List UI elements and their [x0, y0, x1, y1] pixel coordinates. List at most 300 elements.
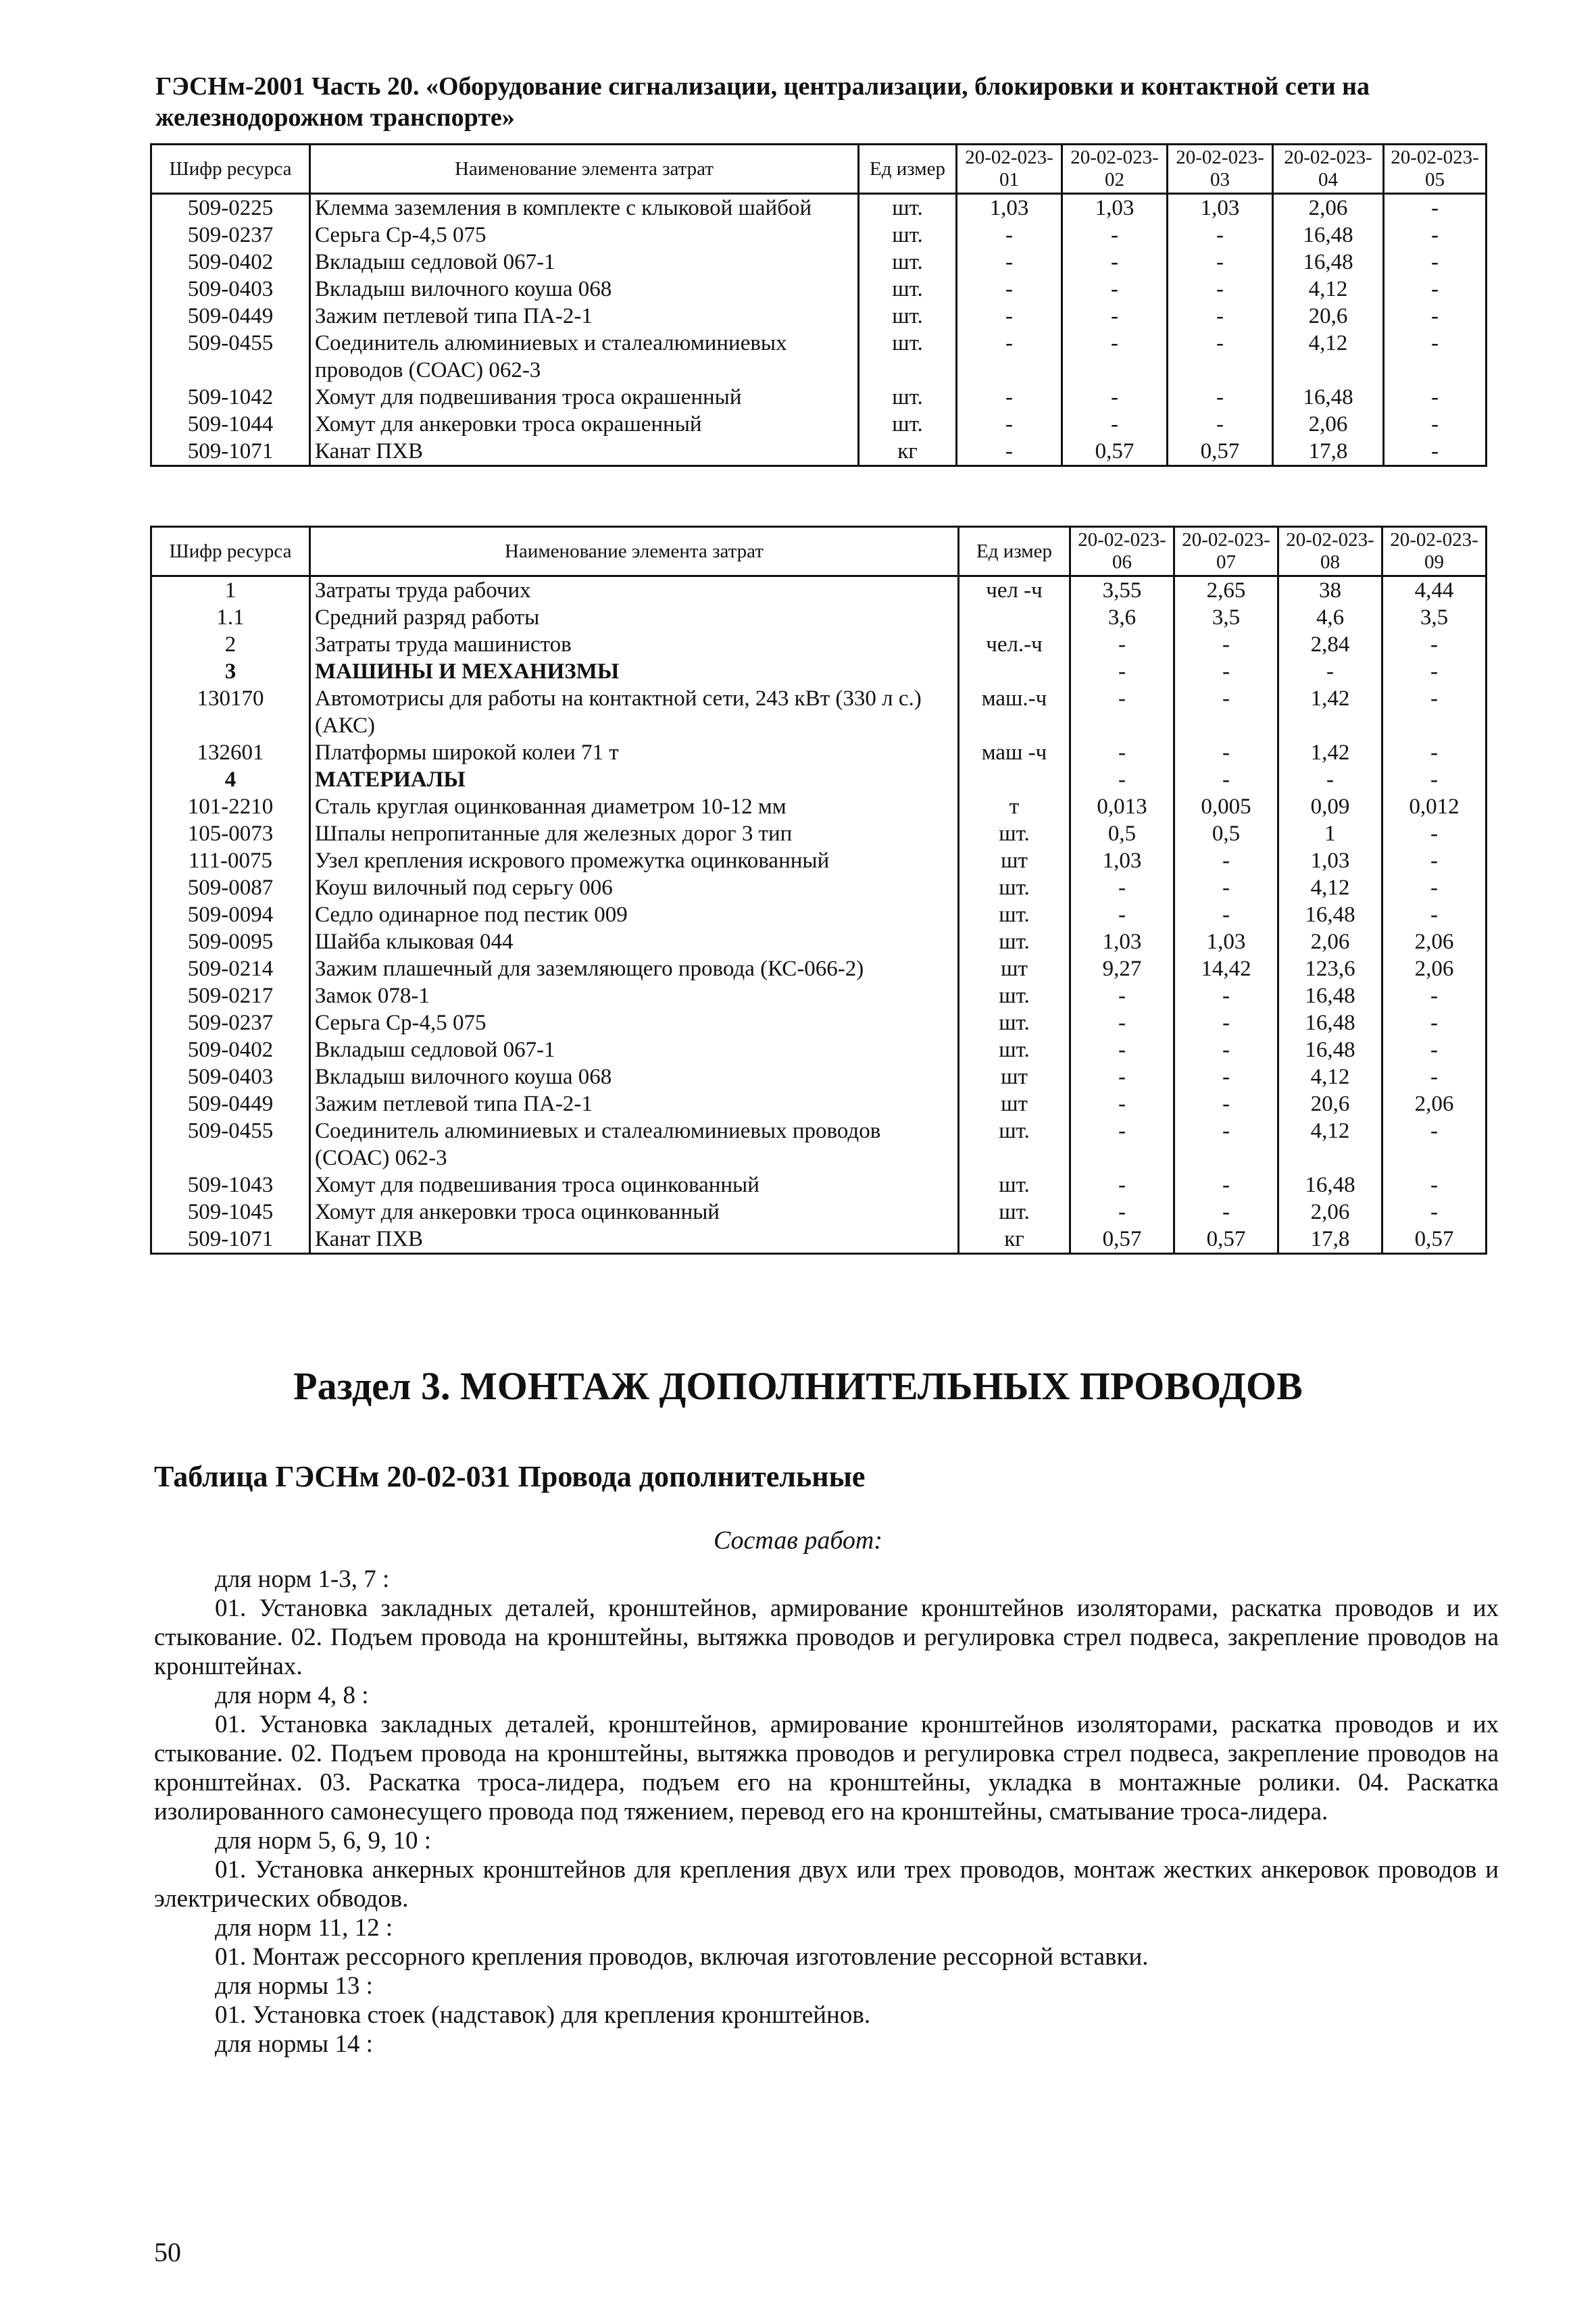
unit-cell: шт. [859, 411, 957, 438]
norm-value: - [957, 249, 1062, 276]
resource-code: 509-0449 [151, 1090, 310, 1117]
page-header: ГЭСНм-2001 Часть 20. «Оборудование сигнализации, централизации, блокировки и контактной сети на железнодорожном транспорте» [155, 72, 1370, 132]
norm-value: 16,48 [1278, 1172, 1382, 1199]
resource-code: 132601 [151, 739, 310, 766]
table-row [151, 766, 1487, 793]
norm-value: 9,27 [1070, 955, 1174, 982]
norm-value: 20,6 [1278, 1090, 1382, 1117]
norm-value: 0,013 [1070, 793, 1174, 820]
work-norm-label: для нормы 13 : [215, 1972, 373, 2000]
norm-value: 0,57 [1174, 1226, 1278, 1254]
resource-code: 509-1044 [151, 411, 310, 438]
norm-value: 0,57 [1070, 1226, 1174, 1254]
norm-value: - [1070, 739, 1174, 766]
norm-value: - [1382, 847, 1487, 874]
norm-value: 20,6 [1273, 303, 1384, 330]
resource-code: 509-0402 [151, 249, 310, 276]
norm-value: 0,57 [1062, 438, 1168, 466]
norm-value: 4,12 [1273, 276, 1384, 303]
norm-value: - [1070, 874, 1174, 901]
norm-value: 3,5 [1174, 604, 1278, 631]
unit-cell: шт [959, 1063, 1070, 1090]
resource-name: МАТЕРИАЛЫ [310, 766, 959, 793]
norm-value: - [1382, 1063, 1487, 1090]
norm-value: - [1174, 766, 1278, 793]
norm-value: - [1070, 901, 1174, 928]
table-row [151, 1226, 1487, 1254]
table-row [151, 955, 1487, 982]
unit-cell: шт. [859, 222, 957, 249]
work-norm-label: для нормы 14 : [215, 2030, 373, 2058]
unit-cell: шт. [959, 982, 1070, 1009]
table-row [151, 874, 1487, 901]
norm-value: - [1070, 766, 1174, 793]
norm-value: 16,48 [1273, 222, 1384, 249]
norm-value: - [1174, 1009, 1278, 1036]
unit-cell: шт. [959, 1172, 1070, 1199]
table-row [151, 1009, 1487, 1036]
norm-value: - [1174, 874, 1278, 901]
unit-cell: маш -ч [959, 739, 1070, 766]
norm-value: 1,42 [1278, 685, 1382, 739]
table-row [151, 249, 1487, 276]
norm-value: - [1382, 739, 1487, 766]
norm-value: - [1070, 631, 1174, 658]
norm-value: - [1168, 330, 1273, 384]
norm-value: - [1174, 1090, 1278, 1117]
norm-value: - [957, 303, 1062, 330]
norm-value: 3,5 [1382, 604, 1487, 631]
norm-value: - [1168, 276, 1273, 303]
table-row [151, 222, 1487, 249]
column-header: 20-02-023-05 [1384, 145, 1487, 194]
norm-value: 1 [1278, 820, 1382, 847]
unit-cell: шт. [959, 820, 1070, 847]
resource-name: Серьга Ср-4,5 075 [310, 1009, 959, 1036]
resource-code: 509-0455 [151, 330, 310, 384]
norm-value: 1,03 [1070, 928, 1174, 955]
norm-value: - [1382, 631, 1487, 658]
norm-value: - [1278, 766, 1382, 793]
column-header: 20-02-023-02 [1062, 145, 1168, 194]
table-row [151, 1063, 1487, 1090]
norm-value: - [1382, 982, 1487, 1009]
norm-value: 4,12 [1273, 330, 1384, 384]
resource-code: 509-0403 [151, 276, 310, 303]
norm-value: 16,48 [1278, 1036, 1382, 1063]
column-header: 20-02-023-06 [1070, 527, 1174, 576]
norm-value: - [1168, 303, 1273, 330]
column-header: 20-02-023-04 [1273, 145, 1384, 194]
table-row [151, 330, 1487, 384]
resource-name: Седло одинарное под пестик 009 [310, 901, 959, 928]
unit-cell: шт. [859, 303, 957, 330]
norm-value: 38 [1278, 576, 1382, 605]
norm-value: 1,03 [1168, 194, 1273, 222]
norm-value: - [1070, 658, 1174, 685]
norm-value: - [1384, 276, 1487, 303]
resource-code: 509-0449 [151, 303, 310, 330]
norm-value: - [957, 222, 1062, 249]
norm-value: - [1168, 222, 1273, 249]
column-header: Ед измер [959, 527, 1070, 576]
norm-value: - [1070, 1199, 1174, 1226]
column-header: Шифр ресурса [151, 527, 310, 576]
norm-value: - [1382, 1199, 1487, 1226]
norm-value: 123,6 [1278, 955, 1382, 982]
table-row [151, 820, 1487, 847]
work-norm-label: для норм 1-3, 7 : [215, 1565, 390, 1593]
resource-name: Хомут для подвешивания троса окрашенный [310, 384, 859, 411]
norm-value: 0,57 [1168, 438, 1273, 466]
resource-code: 1 [151, 576, 310, 605]
resource-code: 1.1 [151, 604, 310, 631]
unit-cell: чел.-ч [959, 631, 1070, 658]
resource-name: Канат ПХВ [310, 438, 859, 466]
column-header: Наименование элемента затрат [310, 145, 859, 194]
table-row [151, 604, 1487, 631]
norm-value: 1,42 [1278, 739, 1382, 766]
norm-value: - [1382, 658, 1487, 685]
norm-value: 4,12 [1278, 1117, 1382, 1172]
table-row [151, 1090, 1487, 1117]
norm-value: - [1382, 1117, 1487, 1172]
resource-name: Замок 078-1 [310, 982, 959, 1009]
norm-value: - [1062, 411, 1168, 438]
table-row [151, 1036, 1487, 1063]
norm-value: - [1070, 1009, 1174, 1036]
table-row [151, 1172, 1487, 1199]
norm-value: - [1384, 222, 1487, 249]
norm-value: - [1070, 1063, 1174, 1090]
norm-value: - [1174, 631, 1278, 658]
resource-name: Платформы широкой колеи 71 т [310, 739, 959, 766]
table-row [151, 739, 1487, 766]
norm-value: 0,012 [1382, 793, 1487, 820]
unit-cell: кг [959, 1226, 1070, 1254]
norm-value: 1,03 [1070, 847, 1174, 874]
resource-name: Зажим плашечный для заземляющего провода (КС-066-2) [310, 955, 959, 982]
table-header-row [151, 527, 1487, 576]
resource-code: 509-0237 [151, 222, 310, 249]
table-header-row [151, 145, 1487, 194]
work-norm-label: для норм 5, 6, 9, 10 : [215, 1827, 431, 1855]
norm-value: - [1382, 901, 1487, 928]
table-row [151, 685, 1487, 739]
norm-value: 2,84 [1278, 631, 1382, 658]
resource-name: Вкладыш седловой 067-1 [310, 1036, 959, 1063]
column-header: 20-02-023-03 [1168, 145, 1273, 194]
resource-code: 509-0237 [151, 1009, 310, 1036]
unit-cell: шт. [859, 194, 957, 222]
work-paragraph: 01. Установка анкерных кронштейнов для крепления двух или трех проводов, монтаж жестких анкеровок проводов и электрических обводов. [154, 1856, 1499, 1913]
resource-name: Вкладыш седловой 067-1 [310, 249, 859, 276]
unit-cell [959, 658, 1070, 685]
norm-value: 14,42 [1174, 955, 1278, 982]
table-row [151, 982, 1487, 1009]
resource-name: Вкладыш вилочного коуша 068 [310, 276, 859, 303]
norm-value: - [1384, 249, 1487, 276]
unit-cell [959, 766, 1070, 793]
norm-value: - [1062, 249, 1168, 276]
norm-value: - [957, 330, 1062, 384]
norm-value: 17,8 [1273, 438, 1384, 466]
norm-value: - [1070, 1090, 1174, 1117]
unit-cell: шт. [959, 1199, 1070, 1226]
resource-code: 509-0455 [151, 1117, 310, 1172]
norm-value: - [1062, 384, 1168, 411]
norm-value: - [1384, 303, 1487, 330]
resource-name: Канат ПХВ [310, 1226, 959, 1254]
norm-value: - [1174, 739, 1278, 766]
resource-name: Соединитель алюминиевых и сталеалюминиевых проводов (СОАС) 062-3 [310, 330, 859, 384]
norm-value: - [1384, 411, 1487, 438]
norm-value: - [1382, 874, 1487, 901]
table-row [151, 1117, 1487, 1172]
norm-value: - [1384, 384, 1487, 411]
unit-cell: шт. [959, 1117, 1070, 1172]
norm-value: - [1382, 685, 1487, 739]
norm-value: 0,5 [1070, 820, 1174, 847]
column-header: 20-02-023-08 [1278, 527, 1382, 576]
norm-value: - [1174, 1172, 1278, 1199]
resource-name: Клемма заземления в комплекте с клыковой шайбой [310, 194, 859, 222]
norm-value: 2,06 [1278, 928, 1382, 955]
resource-code: 101-2210 [151, 793, 310, 820]
norm-value: 4,12 [1278, 1063, 1382, 1090]
norm-value: 16,48 [1278, 901, 1382, 928]
resource-name: Зажим петлевой типа ПА-2-1 [310, 1090, 959, 1117]
norm-value: 16,48 [1278, 982, 1382, 1009]
work-paragraph: 01. Установка стоек (надставок) для крепления кронштейнов. [215, 2001, 871, 2029]
resource-code: 509-1043 [151, 1172, 310, 1199]
unit-cell: шт. [959, 1036, 1070, 1063]
norm-value: - [1384, 194, 1487, 222]
norm-value: - [1382, 820, 1487, 847]
norm-value: 2,06 [1382, 955, 1487, 982]
page-number: 50 [154, 2237, 181, 2267]
norm-value: - [1382, 1036, 1487, 1063]
table-row [151, 303, 1487, 330]
table-row [151, 194, 1487, 222]
norm-value: 4,12 [1278, 874, 1382, 901]
resource-name: Затраты труда машинистов [310, 631, 959, 658]
resource-name: Узел крепления искрового промежутка оцинкованный [310, 847, 959, 874]
work-composition-body [154, 1565, 1499, 2059]
work-paragraph: 01. Установка закладных деталей, кронштейнов, армирование кронштейнов изоляторами, раскатка проводов и их стыкование. 02. Подъем провода на кронштейны, вытяжка проводов и регулировка стрел подвеса, закрепление проводов на кронштейнах. [154, 1594, 1499, 1680]
norm-value: - [1062, 276, 1168, 303]
norm-value: - [1168, 411, 1273, 438]
norm-value: - [1168, 384, 1273, 411]
norm-value: 2,65 [1174, 576, 1278, 605]
unit-cell: шт. [959, 874, 1070, 901]
norm-value: - [1174, 1036, 1278, 1063]
resource-name: Шпалы непропитанные для железных дорог 3 тип [310, 820, 959, 847]
resource-code: 509-0094 [151, 901, 310, 928]
norm-value: 1,03 [1174, 928, 1278, 955]
norm-value: - [1174, 901, 1278, 928]
work-paragraph: 01. Установка закладных деталей, кронштейнов, армирование кронштейнов изоляторами, раскатка проводов и их стыкование. 02. Подъем провода на кронштейны, вытяжка проводов и регулировка стрел подвеса, закрепление проводов на кронштейнах. 03. Раскатка троса-лидера, подъем его на кронштейны, укладка в монтажные ролики. 04. Раскатка изолированного самонесущего провода под тяжением, перевод его на кронштейны, сматывание троса-лидера. [154, 1711, 1499, 1826]
resource-name: Соединитель алюминиевых и сталеалюминиевых проводов (СОАС) 062-3 [310, 1117, 959, 1172]
work-composition-heading: Состав работ: [713, 1526, 883, 1555]
resource-name: Хомут для анкеровки троса окрашенный [310, 411, 859, 438]
column-header: 20-02-023-07 [1174, 527, 1278, 576]
norm-value: - [1278, 658, 1382, 685]
resource-code: 509-1071 [151, 1226, 310, 1254]
norm-value: - [1062, 222, 1168, 249]
resource-name: Автомотрисы для работы на контактной сети, 243 кВт (330 л с.) (АКС) [310, 685, 959, 739]
column-header: Ед измер [859, 145, 957, 194]
table-row [151, 276, 1487, 303]
table-row [151, 1199, 1487, 1226]
norm-value: 16,48 [1273, 249, 1384, 276]
norm-value: - [1174, 658, 1278, 685]
norm-value: 4,44 [1382, 576, 1487, 605]
table-row [151, 631, 1487, 658]
unit-cell: шт. [959, 901, 1070, 928]
norm-value: 2,06 [1273, 194, 1384, 222]
norm-value: - [1062, 330, 1168, 384]
norm-value: 1,03 [1062, 194, 1168, 222]
norm-value: - [1062, 303, 1168, 330]
unit-cell: чел -ч [959, 576, 1070, 605]
table-row [151, 384, 1487, 411]
resource-name: Хомут для подвешивания троса оцинкованный [310, 1172, 959, 1199]
resource-name: Средний разряд работы [310, 604, 959, 631]
resource-code: 509-0214 [151, 955, 310, 982]
norm-value: 16,48 [1273, 384, 1384, 411]
norm-value: - [1382, 766, 1487, 793]
table-title: Таблица ГЭСНм 20-02-031 Провода дополнительные [154, 1460, 866, 1493]
column-header: Шифр ресурса [151, 145, 310, 194]
work-norm-label: для норм 4, 8 : [215, 1682, 369, 1709]
unit-cell: шт. [859, 384, 957, 411]
table-row [151, 847, 1487, 874]
section-title: Раздел 3. МОНТАЖ ДОПОЛНИТЕЛЬНЫХ ПРОВОДОВ [293, 1364, 1303, 1408]
work-norm-label: для норм 11, 12 : [215, 1914, 393, 1942]
resource-code: 4 [151, 766, 310, 793]
unit-cell: шт. [959, 1009, 1070, 1036]
resource-code: 509-0217 [151, 982, 310, 1009]
unit-cell: т [959, 793, 1070, 820]
norm-value: - [1384, 330, 1487, 384]
resource-code: 3 [151, 658, 310, 685]
norm-value: - [1070, 1117, 1174, 1172]
unit-cell [959, 604, 1070, 631]
norm-value: - [1174, 847, 1278, 874]
resource-code: 111-0075 [151, 847, 310, 874]
resource-code: 509-1071 [151, 438, 310, 466]
resource-code: 2 [151, 631, 310, 658]
norm-value: - [1384, 438, 1487, 466]
norm-value: 0,005 [1174, 793, 1278, 820]
work-paragraph: 01. Монтаж рессорного крепления проводов, включая изготовление рессорной вставки. [215, 1943, 1149, 1971]
resource-name: Хомут для анкеровки троса оцинкованный [310, 1199, 959, 1226]
unit-cell: шт [959, 1090, 1070, 1117]
unit-cell: шт. [859, 276, 957, 303]
norm-value: 3,6 [1070, 604, 1174, 631]
norm-value: - [1174, 1199, 1278, 1226]
norm-value: - [1168, 249, 1273, 276]
resource-name: Затраты труда рабочих [310, 576, 959, 605]
unit-cell: шт [959, 955, 1070, 982]
norm-value: - [1174, 1063, 1278, 1090]
table-row [151, 901, 1487, 928]
norm-value: - [1382, 1172, 1487, 1199]
norm-value: - [1070, 1172, 1174, 1199]
norm-value: 2,06 [1382, 1090, 1487, 1117]
norm-value: 0,5 [1174, 820, 1278, 847]
norm-value: - [1382, 1009, 1487, 1036]
norm-value: - [1174, 685, 1278, 739]
resource-name: МАШИНЫ И МЕХАНИЗМЫ [310, 658, 959, 685]
norm-value: 2,06 [1273, 411, 1384, 438]
norm-value: 16,48 [1278, 1009, 1382, 1036]
resource-name: Шайба клыковая 044 [310, 928, 959, 955]
norm-value: - [957, 411, 1062, 438]
unit-cell: шт [959, 847, 1070, 874]
table-row [151, 658, 1487, 685]
resource-code: 509-0087 [151, 874, 310, 901]
norm-value: 0,09 [1278, 793, 1382, 820]
resource-name: Зажим петлевой типа ПА-2-1 [310, 303, 859, 330]
column-header: 20-02-023-01 [957, 145, 1062, 194]
unit-cell: шт. [959, 928, 1070, 955]
norm-value: 4,6 [1278, 604, 1382, 631]
resource-code: 509-0403 [151, 1063, 310, 1090]
norm-value: 2,06 [1382, 928, 1487, 955]
table-row [151, 928, 1487, 955]
norm-value: 0,57 [1382, 1226, 1487, 1254]
table-row [151, 576, 1487, 605]
table-row [151, 411, 1487, 438]
resource-code: 509-1045 [151, 1199, 310, 1226]
resource-code: 130170 [151, 685, 310, 739]
norm-value: - [957, 438, 1062, 466]
resource-code: 509-0225 [151, 194, 310, 222]
norm-value: - [1174, 1117, 1278, 1172]
resource-name: Вкладыш вилочного коуша 068 [310, 1063, 959, 1090]
resource-name: Коуш вилочный под серьгу 006 [310, 874, 959, 901]
norm-value: 17,8 [1278, 1226, 1382, 1254]
resource-code: 105-0073 [151, 820, 310, 847]
norm-value: - [957, 384, 1062, 411]
norm-value: - [957, 276, 1062, 303]
resource-table-bottom [150, 526, 1487, 1255]
norm-value: - [1070, 685, 1174, 739]
norm-value: 1,03 [957, 194, 1062, 222]
unit-cell: шт. [859, 330, 957, 384]
unit-cell: шт. [859, 249, 957, 276]
resource-table-top [150, 143, 1487, 467]
resource-code: 509-1042 [151, 384, 310, 411]
norm-value: - [1174, 982, 1278, 1009]
norm-value: 1,03 [1278, 847, 1382, 874]
resource-name: Сталь круглая оцинкованная диаметром 10-12 мм [310, 793, 959, 820]
norm-value: 2,06 [1278, 1199, 1382, 1226]
unit-cell: кг [859, 438, 957, 466]
table-row [151, 438, 1487, 466]
column-header: 20-02-023-09 [1382, 527, 1487, 576]
resource-name: Серьга Ср-4,5 075 [310, 222, 859, 249]
unit-cell: маш.-ч [959, 685, 1070, 739]
norm-value: - [1070, 1036, 1174, 1063]
norm-value: - [1070, 982, 1174, 1009]
resource-code: 509-0095 [151, 928, 310, 955]
table-row [151, 793, 1487, 820]
column-header: Наименование элемента затрат [310, 527, 959, 576]
norm-value: 3,55 [1070, 576, 1174, 605]
